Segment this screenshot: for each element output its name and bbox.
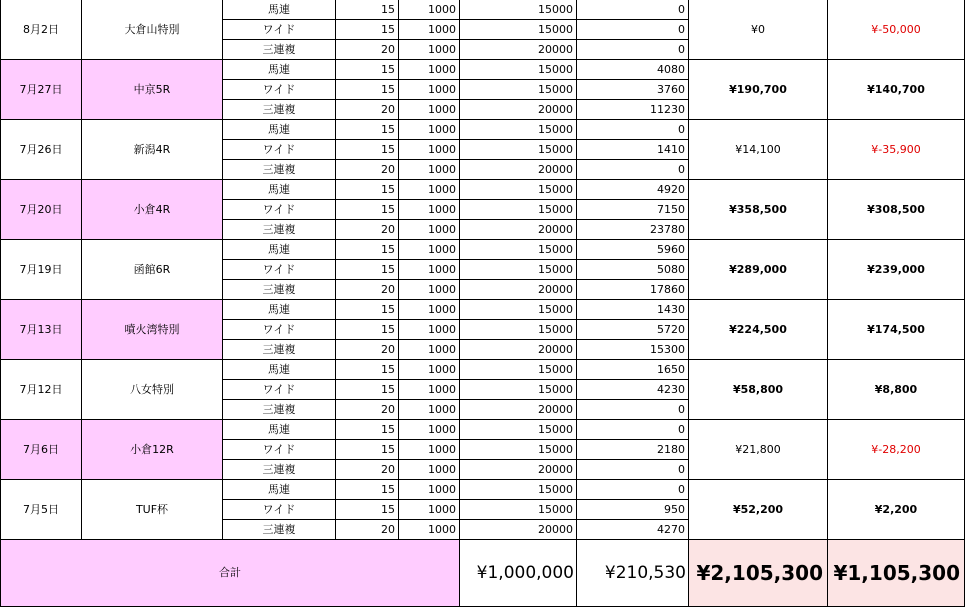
bet-amount[interactable]: 15000	[460, 360, 577, 380]
race-date[interactable]: 7月6日	[1, 420, 82, 480]
race-profit[interactable]: ¥8,800	[828, 360, 965, 420]
race-profit[interactable]: ¥2,200	[828, 480, 965, 540]
bet-count[interactable]: 20	[336, 340, 399, 360]
race-return[interactable]: ¥58,800	[689, 360, 828, 420]
bet-unit[interactable]: 1000	[399, 380, 460, 400]
bet-payout[interactable]: 950	[577, 500, 689, 520]
bet-unit[interactable]: 1000	[399, 360, 460, 380]
bet-count[interactable]: 20	[336, 520, 399, 540]
bet-row	[1, 300, 965, 320]
race-date[interactable]: 8月2日	[1, 0, 82, 60]
bet-count[interactable]: 15	[336, 240, 399, 260]
bet-type[interactable]: ワイド	[223, 80, 336, 100]
bet-amount[interactable]: 15000	[460, 320, 577, 340]
bet-type[interactable]: 三連複	[223, 40, 336, 60]
bet-type[interactable]: 三連複	[223, 280, 336, 300]
bet-amount[interactable]: 15000	[460, 180, 577, 200]
race-return[interactable]: ¥358,500	[689, 180, 828, 240]
bet-type[interactable]: 馬連	[223, 420, 336, 440]
bet-type[interactable]: ワイド	[223, 500, 336, 520]
bet-type[interactable]: ワイド	[223, 380, 336, 400]
bet-unit[interactable]: 1000	[399, 340, 460, 360]
bet-amount[interactable]: 15000	[460, 200, 577, 220]
race-name[interactable]: 小倉12R	[82, 420, 223, 480]
total-row	[1, 540, 965, 607]
bet-count[interactable]: 15	[336, 440, 399, 460]
race-date[interactable]: 7月12日	[1, 360, 82, 420]
bet-count[interactable]: 20	[336, 220, 399, 240]
total-label[interactable]: 合計	[1, 540, 460, 607]
bet-payout[interactable]: 4920	[577, 180, 689, 200]
bet-unit[interactable]: 1000	[399, 320, 460, 340]
bet-unit[interactable]: 1000	[399, 0, 460, 20]
bet-unit[interactable]: 1000	[399, 80, 460, 100]
race-return[interactable]: ¥0	[689, 0, 828, 60]
bet-amount[interactable]: 20000	[460, 280, 577, 300]
race-return[interactable]: ¥289,000	[689, 240, 828, 300]
bet-type[interactable]: 三連複	[223, 220, 336, 240]
total-payout-sum[interactable]: ¥210,530	[577, 540, 689, 607]
bet-amount[interactable]: 20000	[460, 400, 577, 420]
bet-unit[interactable]: 1000	[399, 160, 460, 180]
bet-count[interactable]: 15	[336, 200, 399, 220]
bet-count[interactable]: 15	[336, 480, 399, 500]
bet-payout[interactable]: 0	[577, 0, 689, 20]
bet-count[interactable]: 15	[336, 80, 399, 100]
bet-unit[interactable]: 1000	[399, 100, 460, 120]
bet-unit[interactable]: 1000	[399, 20, 460, 40]
race-date[interactable]: 7月13日	[1, 300, 82, 360]
bet-payout[interactable]: 0	[577, 20, 689, 40]
bet-count[interactable]: 15	[336, 380, 399, 400]
race-return[interactable]: ¥21,800	[689, 420, 828, 480]
bet-amount[interactable]: 15000	[460, 260, 577, 280]
bet-count[interactable]: 20	[336, 40, 399, 60]
race-name[interactable]: TUF杯	[82, 480, 223, 540]
bet-payout[interactable]: 0	[577, 480, 689, 500]
bet-count[interactable]: 15	[336, 500, 399, 520]
bet-unit[interactable]: 1000	[399, 60, 460, 80]
total-profit[interactable]: ¥1,105,300	[828, 540, 965, 607]
bet-type[interactable]: 馬連	[223, 240, 336, 260]
bet-payout[interactable]: 0	[577, 420, 689, 440]
bet-amount[interactable]: 15000	[460, 120, 577, 140]
bet-count[interactable]: 15	[336, 120, 399, 140]
bet-type[interactable]: 三連複	[223, 100, 336, 120]
bet-payout[interactable]: 0	[577, 120, 689, 140]
bet-amount[interactable]: 15000	[460, 140, 577, 160]
bet-amount[interactable]: 20000	[460, 100, 577, 120]
bet-count[interactable]: 15	[336, 0, 399, 20]
bet-amount[interactable]: 20000	[460, 520, 577, 540]
bet-payout[interactable]: 4080	[577, 60, 689, 80]
bet-payout[interactable]: 5720	[577, 320, 689, 340]
bet-amount[interactable]: 15000	[460, 20, 577, 40]
bet-amount[interactable]: 15000	[460, 440, 577, 460]
bet-unit[interactable]: 1000	[399, 520, 460, 540]
bet-amount[interactable]: 20000	[460, 460, 577, 480]
race-name[interactable]: 函館6R	[82, 240, 223, 300]
bet-type[interactable]: 馬連	[223, 120, 336, 140]
bet-payout[interactable]: 4230	[577, 380, 689, 400]
bet-payout[interactable]: 0	[577, 460, 689, 480]
bet-payout[interactable]: 11230	[577, 100, 689, 120]
bet-payout[interactable]: 2180	[577, 440, 689, 460]
bet-type[interactable]: ワイド	[223, 320, 336, 340]
bet-payout[interactable]: 23780	[577, 220, 689, 240]
bet-amount[interactable]: 15000	[460, 380, 577, 400]
bet-type[interactable]: 馬連	[223, 60, 336, 80]
bet-type[interactable]: ワイド	[223, 20, 336, 40]
bet-type[interactable]: 三連複	[223, 460, 336, 480]
bet-type[interactable]: 三連複	[223, 340, 336, 360]
bet-amount[interactable]: 15000	[460, 60, 577, 80]
bet-unit[interactable]: 1000	[399, 40, 460, 60]
bet-count[interactable]: 15	[336, 180, 399, 200]
bet-amount[interactable]: 15000	[460, 240, 577, 260]
bet-payout[interactable]: 0	[577, 160, 689, 180]
bet-row	[1, 360, 965, 380]
bet-unit[interactable]: 1000	[399, 180, 460, 200]
race-name[interactable]: 中京5R	[82, 60, 223, 120]
race-date[interactable]: 7月27日	[1, 60, 82, 120]
bet-amount[interactable]: 15000	[460, 80, 577, 100]
bet-payout[interactable]: 17860	[577, 280, 689, 300]
bet-unit[interactable]: 1000	[399, 240, 460, 260]
race-name[interactable]: 八女特別	[82, 360, 223, 420]
total-return[interactable]: ¥2,105,300	[689, 540, 828, 607]
bet-amount[interactable]: 20000	[460, 40, 577, 60]
race-date[interactable]: 7月5日	[1, 480, 82, 540]
bet-count[interactable]: 15	[336, 260, 399, 280]
bet-type[interactable]: 馬連	[223, 360, 336, 380]
bet-count[interactable]: 15	[336, 140, 399, 160]
total-stake[interactable]: ¥1,000,000	[460, 540, 577, 607]
bet-payout[interactable]: 4270	[577, 520, 689, 540]
race-date[interactable]: 7月26日	[1, 120, 82, 180]
bet-payout[interactable]: 15300	[577, 340, 689, 360]
race-profit[interactable]: ¥140,700	[828, 60, 965, 120]
bet-row	[1, 0, 965, 20]
bet-amount[interactable]: 20000	[460, 160, 577, 180]
bet-amount[interactable]: 20000	[460, 220, 577, 240]
bet-unit[interactable]: 1000	[399, 140, 460, 160]
race-date[interactable]: 7月19日	[1, 240, 82, 300]
bet-type[interactable]: ワイド	[223, 260, 336, 280]
bet-payout[interactable]: 0	[577, 40, 689, 60]
bet-count[interactable]: 20	[336, 280, 399, 300]
bet-count[interactable]: 20	[336, 400, 399, 420]
race-profit[interactable]: ¥-28,200	[828, 420, 965, 480]
bet-amount[interactable]: 15000	[460, 420, 577, 440]
race-return[interactable]: ¥52,200	[689, 480, 828, 540]
bet-type[interactable]: 馬連	[223, 0, 336, 20]
bet-payout[interactable]: 5080	[577, 260, 689, 280]
bet-row	[1, 480, 965, 500]
bet-type[interactable]: ワイド	[223, 440, 336, 460]
bet-count[interactable]: 15	[336, 60, 399, 80]
bet-type[interactable]: 三連複	[223, 400, 336, 420]
race-return[interactable]: ¥190,700	[689, 60, 828, 120]
bet-type[interactable]: 馬連	[223, 180, 336, 200]
race-profit[interactable]: ¥-50,000	[828, 0, 965, 60]
bet-unit[interactable]: 1000	[399, 220, 460, 240]
bet-count[interactable]: 15	[336, 20, 399, 40]
bet-unit[interactable]: 1000	[399, 280, 460, 300]
bet-count[interactable]: 15	[336, 300, 399, 320]
bet-unit[interactable]: 1000	[399, 260, 460, 280]
bet-type[interactable]: 三連複	[223, 520, 336, 540]
bet-payout[interactable]: 7150	[577, 200, 689, 220]
race-name[interactable]: 大倉山特別	[82, 0, 223, 60]
bet-type[interactable]: ワイド	[223, 140, 336, 160]
bet-unit[interactable]: 1000	[399, 120, 460, 140]
race-return[interactable]: ¥224,500	[689, 300, 828, 360]
bet-type[interactable]: 三連複	[223, 160, 336, 180]
bet-row	[1, 420, 965, 440]
bet-payout[interactable]: 1650	[577, 360, 689, 380]
bet-count[interactable]: 15	[336, 320, 399, 340]
bet-unit[interactable]: 1000	[399, 200, 460, 220]
bet-amount[interactable]: 15000	[460, 0, 577, 20]
bet-row	[1, 180, 965, 200]
race-return[interactable]: ¥14,100	[689, 120, 828, 180]
bet-unit[interactable]: 1000	[399, 480, 460, 500]
bet-type[interactable]: 馬連	[223, 300, 336, 320]
bet-amount[interactable]: 15000	[460, 480, 577, 500]
bet-count[interactable]: 20	[336, 160, 399, 180]
bet-unit[interactable]: 1000	[399, 440, 460, 460]
bet-count[interactable]: 20	[336, 100, 399, 120]
bet-row	[1, 60, 965, 80]
bet-type[interactable]: 馬連	[223, 480, 336, 500]
race-profit[interactable]: ¥174,500	[828, 300, 965, 360]
race-name[interactable]: 噴火湾特別	[82, 300, 223, 360]
race-name[interactable]: 新潟4R	[82, 120, 223, 180]
bet-count[interactable]: 20	[336, 460, 399, 480]
bet-amount[interactable]: 20000	[460, 340, 577, 360]
bet-payout[interactable]: 0	[577, 400, 689, 420]
bet-unit[interactable]: 1000	[399, 500, 460, 520]
bet-unit[interactable]: 1000	[399, 300, 460, 320]
bet-unit[interactable]: 1000	[399, 400, 460, 420]
race-name[interactable]: 小倉4R	[82, 180, 223, 240]
bet-payout[interactable]: 1410	[577, 140, 689, 160]
bet-payout[interactable]: 1430	[577, 300, 689, 320]
bet-count[interactable]: 15	[336, 420, 399, 440]
bet-row	[1, 240, 965, 260]
race-profit[interactable]: ¥239,000	[828, 240, 965, 300]
bet-type[interactable]: ワイド	[223, 200, 336, 220]
bet-payout[interactable]: 3760	[577, 80, 689, 100]
bet-unit[interactable]: 1000	[399, 460, 460, 480]
bet-payout[interactable]: 5960	[577, 240, 689, 260]
race-profit[interactable]: ¥308,500	[828, 180, 965, 240]
bet-unit[interactable]: 1000	[399, 420, 460, 440]
bet-count[interactable]: 15	[336, 360, 399, 380]
race-profit[interactable]: ¥-35,900	[828, 120, 965, 180]
bet-amount[interactable]: 15000	[460, 300, 577, 320]
race-date[interactable]: 7月20日	[1, 180, 82, 240]
bet-row	[1, 120, 965, 140]
bet-amount[interactable]: 15000	[460, 500, 577, 520]
